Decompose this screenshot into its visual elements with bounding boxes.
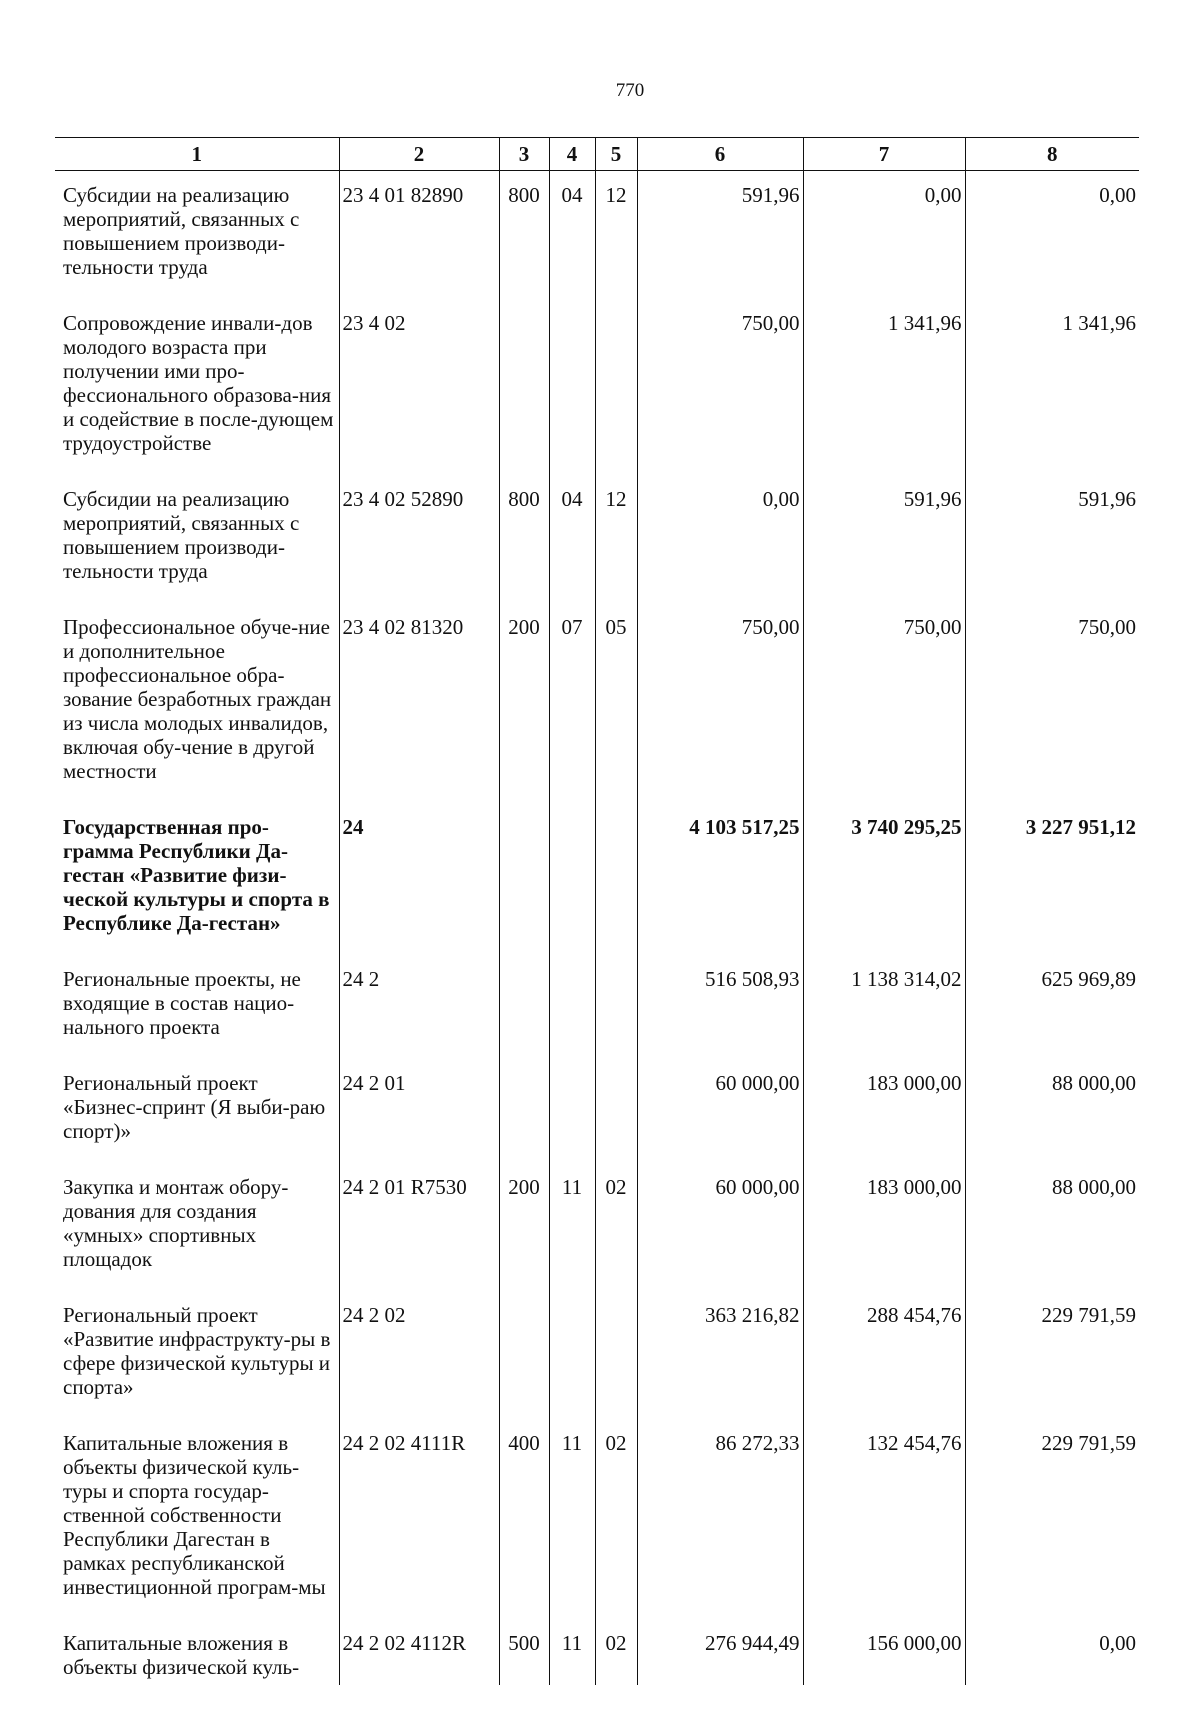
cell-name: Региональный проект «Бизнес-спринт (Я выби-раю спорт)» xyxy=(63,1071,326,1143)
cell-code: 23 4 01 82890 xyxy=(339,171,499,298)
cell-subsection xyxy=(595,953,637,1057)
cell-amount-col6: 86 272,33 xyxy=(637,1417,803,1617)
cell-code: 23 4 02 81320 xyxy=(339,601,499,801)
cell-expense-type: 500 xyxy=(499,1617,549,1685)
cell-name: Региональные проекты, не входящие в состав нацио-нального проекта xyxy=(63,967,301,1039)
cell-section xyxy=(549,1057,595,1161)
cell-amount-col8: 0,00 xyxy=(965,171,1139,298)
cell-amount-col6: 750,00 xyxy=(637,297,803,473)
cell-amount-col8: 88 000,00 xyxy=(965,1161,1139,1289)
cell-amount-col6: 363 216,82 xyxy=(637,1289,803,1417)
cell-name: Субсидии на реализацию мероприятий, связанных с повышением производи-тельности труда xyxy=(63,487,300,583)
cell-name: Государственная про-грамма Республики Да-гестан «Развитие физи-ческой культуры и спорта в Республике Да-гестан» xyxy=(63,815,330,935)
cell-expense-type: 200 xyxy=(499,1161,549,1289)
cell-subsection: 02 xyxy=(595,1417,637,1617)
cell-name: Закупка и монтаж обору-дования для создания «умных» спортивных площадок xyxy=(63,1175,289,1271)
cell-subsection xyxy=(595,801,637,953)
table-header-row xyxy=(55,138,1139,171)
cell-amount-col6: 591,96 xyxy=(637,171,803,298)
cell-amount-col7: 750,00 xyxy=(803,601,965,801)
cell-amount-col7: 591,96 xyxy=(803,473,965,601)
cell-expense-type: 200 xyxy=(499,601,549,801)
page-number: 770 xyxy=(615,80,645,101)
cell-expense-type xyxy=(499,1289,549,1417)
cell-name: Капитальные вложения в объекты физической куль-туры и спорта государ-ственной собственности Республики Дагестан в рамках республиканской инвестиционной програм-мы xyxy=(63,1431,326,1599)
cell-expense-type xyxy=(499,953,549,1057)
cell-subsection: 02 xyxy=(595,1161,637,1289)
column-header: 7 xyxy=(803,138,965,171)
cell-code: 24 xyxy=(339,801,499,953)
cell-amount-col8: 229 791,59 xyxy=(965,1289,1139,1417)
column-header: 8 xyxy=(965,138,1139,171)
cell-expense-type: 800 xyxy=(499,171,549,298)
cell-subsection: 05 xyxy=(595,601,637,801)
cell-section: 11 xyxy=(549,1161,595,1289)
cell-amount-col7: 1 138 314,02 xyxy=(803,953,965,1057)
table-row xyxy=(55,473,1139,601)
cell-code: 24 2 01 R7530 xyxy=(339,1161,499,1289)
table-row xyxy=(55,801,1139,953)
cell-amount-col7: 0,00 xyxy=(803,171,965,298)
budget-table xyxy=(55,137,1139,1685)
column-header: 3 xyxy=(499,138,549,171)
cell-code: 24 2 02 4112R xyxy=(339,1617,499,1685)
cell-expense-type xyxy=(499,801,549,953)
cell-section: 11 xyxy=(549,1617,595,1685)
cell-amount-col6: 276 944,49 xyxy=(637,1617,803,1685)
cell-section: 11 xyxy=(549,1417,595,1617)
table-row xyxy=(55,1057,1139,1161)
cell-expense-type: 400 xyxy=(499,1417,549,1617)
cell-expense-type xyxy=(499,1057,549,1161)
cell-amount-col7: 3 740 295,25 xyxy=(803,801,965,953)
cell-amount-col6: 4 103 517,25 xyxy=(637,801,803,953)
cell-subsection xyxy=(595,1057,637,1161)
table-row xyxy=(55,953,1139,1057)
cell-subsection xyxy=(595,297,637,473)
cell-amount-col6: 0,00 xyxy=(637,473,803,601)
column-header: 1 xyxy=(55,138,339,171)
cell-amount-col8: 625 969,89 xyxy=(965,953,1139,1057)
cell-section: 04 xyxy=(549,171,595,298)
table-row xyxy=(55,171,1139,298)
column-header: 2 xyxy=(339,138,499,171)
cell-amount-col7: 156 000,00 xyxy=(803,1617,965,1685)
table-row xyxy=(55,1161,1139,1289)
table-row xyxy=(55,1417,1139,1617)
cell-code: 23 4 02 xyxy=(339,297,499,473)
cell-amount-col7: 183 000,00 xyxy=(803,1161,965,1289)
cell-amount-col8: 3 227 951,12 xyxy=(965,801,1139,953)
cell-section xyxy=(549,953,595,1057)
cell-subsection: 02 xyxy=(595,1617,637,1685)
column-header: 5 xyxy=(595,138,637,171)
column-header: 6 xyxy=(637,138,803,171)
cell-amount-col7: 288 454,76 xyxy=(803,1289,965,1417)
cell-section: 07 xyxy=(549,601,595,801)
cell-amount-col6: 516 508,93 xyxy=(637,953,803,1057)
column-header: 4 xyxy=(549,138,595,171)
cell-subsection xyxy=(595,1289,637,1417)
cell-expense-type: 800 xyxy=(499,473,549,601)
cell-name: Сопровождение инвали-дов молодого возраста при получении ими про-фессионального образова-ния и содействие в после-дующем трудоустройстве xyxy=(63,311,334,455)
cell-subsection: 12 xyxy=(595,171,637,298)
table-row xyxy=(55,297,1139,473)
cell-amount-col8: 1 341,96 xyxy=(965,297,1139,473)
cell-amount-col6: 60 000,00 xyxy=(637,1057,803,1161)
cell-section xyxy=(549,1289,595,1417)
cell-amount-col7: 132 454,76 xyxy=(803,1417,965,1617)
cell-amount-col6: 750,00 xyxy=(637,601,803,801)
cell-section xyxy=(549,801,595,953)
cell-subsection: 12 xyxy=(595,473,637,601)
cell-amount-col8: 591,96 xyxy=(965,473,1139,601)
cell-code: 24 2 xyxy=(339,953,499,1057)
table-row xyxy=(55,1617,1139,1685)
cell-section: 04 xyxy=(549,473,595,601)
cell-section xyxy=(549,297,595,473)
cell-amount-col8: 229 791,59 xyxy=(965,1417,1139,1617)
cell-name: Региональный проект «Развитие инфраструкту-ры в сфере физической культуры и спорта» xyxy=(63,1303,331,1399)
cell-amount-col8: 0,00 xyxy=(965,1617,1139,1685)
table-body xyxy=(55,171,1139,1686)
cell-amount-col8: 88 000,00 xyxy=(965,1057,1139,1161)
cell-amount-col7: 1 341,96 xyxy=(803,297,965,473)
cell-amount-col6: 60 000,00 xyxy=(637,1161,803,1289)
cell-code: 24 2 02 xyxy=(339,1289,499,1417)
cell-code: 24 2 02 4111R xyxy=(339,1417,499,1617)
cell-code: 23 4 02 52890 xyxy=(339,473,499,601)
cell-expense-type xyxy=(499,297,549,473)
cell-amount-col8: 750,00 xyxy=(965,601,1139,801)
cell-name: Профессиональное обуче-ние и дополнительное профессиональное обра-зование безработных граждан из числа молодых инвалидов, включая обу-чение в другой местности xyxy=(63,615,332,783)
table-row xyxy=(55,601,1139,801)
cell-name: Субсидии на реализацию мероприятий, связанных с повышением производи-тельности труда xyxy=(63,183,300,279)
table-row xyxy=(55,1289,1139,1417)
cell-code: 24 2 01 xyxy=(339,1057,499,1161)
cell-amount-col7: 183 000,00 xyxy=(803,1057,965,1161)
cell-name: Капитальные вложения в объекты физической куль- xyxy=(63,1631,300,1679)
